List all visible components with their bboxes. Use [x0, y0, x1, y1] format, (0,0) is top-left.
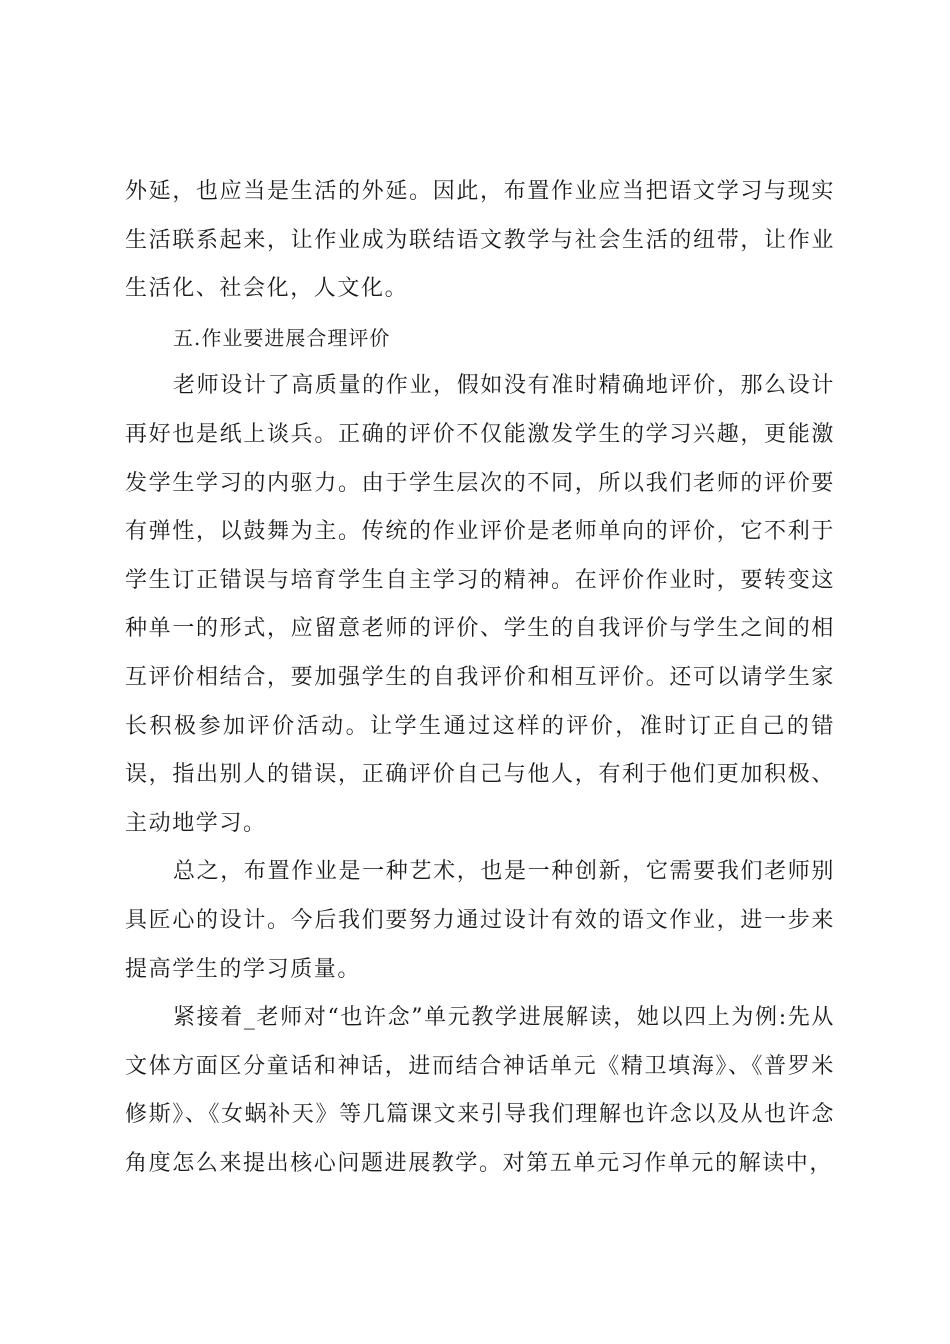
paragraph-continuation: 外延，也应当是生活的外延。因此，布置作业应当把语文学习与现实生活联系起来，让作业成为联结语文教学与社会生活的纽带，让作业生活化、社会化，人文化。 — [125, 179, 835, 302]
paragraph-unit-interpretation: 紧接着_老师对“也许念”单元教学进展解读，她以四上为例:先从文体方面区分童话和神话，进而结合神话单元《精卫填海》、《普罗米修斯》、《女蜗补天》等几篇课文来引导我们理解也许念以及从也许念角度怎么来提出核心问题进展教学。对第五单元习作单元的解读中， — [125, 1005, 835, 1176]
section-heading: 五.作业要进展合理评价 — [173, 325, 391, 350]
paragraph-evaluation: 老师设计了高质量的作业，假如没有准时精确地评价，那么设计再好也是纸上谈兵。正确的评价不仅能激发学生的学习兴趣，更能激发学生学习的内驱力。由于学生层次的不同，所以我们老师的评价要有弹性，以鼓舞为主。传统的作业评价是老师单向的评价，它不利于学生订正错误与培育学生自主学习的精神。在评价作业时，要转变这种单一的形式，应留意老师的评价、学生的自我评价与学生之间的相互评价相结合，要加强学生的自我评价和相互评价。还可以请学生家长积极参加评价活动。让学生通过这样的评价，准时订正自己的错误，指出别人的错误，正确评价自己与他人，有利于他们更加积极、主动地学习。 — [125, 373, 835, 836]
document-body — [125, 168, 835, 1188]
paragraph-summary: 总之，布置作业是一种艺术，也是一种创新，它需要我们老师别具匠心的设计。今后我们要努力通过设计有效的语文作业，进一步来提高学生的学习质量。 — [125, 859, 835, 982]
